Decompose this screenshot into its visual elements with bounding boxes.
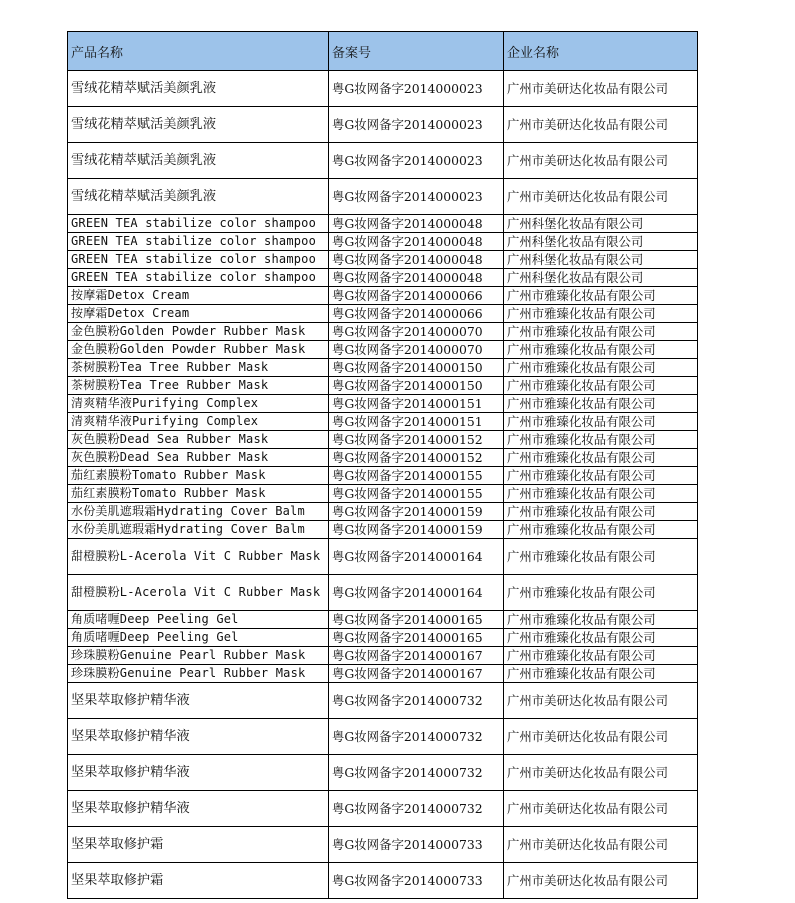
table-row — [68, 863, 698, 899]
table-row — [68, 287, 698, 305]
table-row — [68, 341, 698, 359]
company-name-cell: 广州市美研达化妆品有限公司 — [504, 683, 698, 719]
table-row — [68, 467, 698, 485]
company-name-cell: 广州市雅臻化妆品有限公司 — [504, 485, 698, 503]
table-row — [68, 179, 698, 215]
table-row — [68, 611, 698, 629]
table-row — [68, 431, 698, 449]
company-name-cell: 广州市雅臻化妆品有限公司 — [504, 611, 698, 629]
product-name-cell: 清爽精华液Purifying Complex — [68, 413, 329, 431]
company-name-cell: 广州市雅臻化妆品有限公司 — [504, 395, 698, 413]
record-number-cell: 粤G妆网备字2014000023 — [329, 179, 504, 215]
table-row — [68, 485, 698, 503]
product-name-cell: 甜橙膜粉L-Acerola Vit C Rubber Mask — [68, 575, 329, 611]
table-row — [68, 503, 698, 521]
header-record-number: 备案号 — [329, 32, 504, 71]
product-name-cell: 坚果萃取修护精华液 — [68, 719, 329, 755]
company-name-cell: 广州科堡化妆品有限公司 — [504, 215, 698, 233]
record-number-cell: 粤G妆网备字2014000023 — [329, 143, 504, 179]
company-name-cell: 广州市雅臻化妆品有限公司 — [504, 413, 698, 431]
company-name-cell: 广州市雅臻化妆品有限公司 — [504, 305, 698, 323]
table-row — [68, 575, 698, 611]
record-number-cell: 粤G妆网备字2014000048 — [329, 251, 504, 269]
record-number-cell: 粤G妆网备字2014000164 — [329, 575, 504, 611]
table-row — [68, 215, 698, 233]
company-name-cell: 广州市美研达化妆品有限公司 — [504, 863, 698, 899]
product-name-cell: 坚果萃取修护精华液 — [68, 683, 329, 719]
product-name-cell: 灰色膜粉Dead Sea Rubber Mask — [68, 449, 329, 467]
product-name-cell: 坚果萃取修护精华液 — [68, 791, 329, 827]
product-name-cell: 坚果萃取修护霜 — [68, 863, 329, 899]
record-number-cell: 粤G妆网备字2014000733 — [329, 827, 504, 863]
header-product-name: 产品名称 — [68, 32, 329, 71]
company-name-cell: 广州市雅臻化妆品有限公司 — [504, 629, 698, 647]
table-row — [68, 323, 698, 341]
product-name-cell: 金色膜粉Golden Powder Rubber Mask — [68, 323, 329, 341]
company-name-cell: 广州市雅臻化妆品有限公司 — [504, 359, 698, 377]
table-row — [68, 791, 698, 827]
company-name-cell: 广州市雅臻化妆品有限公司 — [504, 539, 698, 575]
table-row — [68, 143, 698, 179]
product-name-cell: 角质啫喱Deep Peeling Gel — [68, 611, 329, 629]
header-company-name: 企业名称 — [504, 32, 698, 71]
record-number-cell: 粤G妆网备字2014000164 — [329, 539, 504, 575]
company-name-cell: 广州市雅臻化妆品有限公司 — [504, 503, 698, 521]
product-name-cell: 水份美肌遮瑕霜Hydrating Cover Balm — [68, 503, 329, 521]
company-name-cell: 广州市美研达化妆品有限公司 — [504, 71, 698, 107]
table-row — [68, 413, 698, 431]
company-name-cell: 广州市雅臻化妆品有限公司 — [504, 323, 698, 341]
record-number-cell: 粤G妆网备字2014000150 — [329, 377, 504, 395]
record-number-cell: 粤G妆网备字2014000732 — [329, 719, 504, 755]
record-number-cell: 粤G妆网备字2014000151 — [329, 413, 504, 431]
record-number-cell: 粤G妆网备字2014000070 — [329, 341, 504, 359]
record-number-cell: 粤G妆网备字2014000150 — [329, 359, 504, 377]
product-name-cell: 灰色膜粉Dead Sea Rubber Mask — [68, 431, 329, 449]
product-name-cell: 雪绒花精萃赋活美颜乳液 — [68, 143, 329, 179]
product-name-cell: 珍珠膜粉Genuine Pearl Rubber Mask — [68, 665, 329, 683]
table-row — [68, 755, 698, 791]
table-row — [68, 107, 698, 143]
product-name-cell: 茶树膜粉Tea Tree Rubber Mask — [68, 377, 329, 395]
record-number-cell: 粤G妆网备字2014000733 — [329, 863, 504, 899]
table-row — [68, 377, 698, 395]
product-name-cell: 茶树膜粉Tea Tree Rubber Mask — [68, 359, 329, 377]
product-name-cell: 角质啫喱Deep Peeling Gel — [68, 629, 329, 647]
product-name-cell: 清爽精华液Purifying Complex — [68, 395, 329, 413]
record-number-cell: 粤G妆网备字2014000066 — [329, 287, 504, 305]
record-number-cell: 粤G妆网备字2014000159 — [329, 503, 504, 521]
record-number-cell: 粤G妆网备字2014000165 — [329, 611, 504, 629]
table-row — [68, 305, 698, 323]
company-name-cell: 广州市美研达化妆品有限公司 — [504, 143, 698, 179]
company-name-cell: 广州市雅臻化妆品有限公司 — [504, 431, 698, 449]
record-number-cell: 粤G妆网备字2014000732 — [329, 755, 504, 791]
company-name-cell: 广州市雅臻化妆品有限公司 — [504, 341, 698, 359]
product-name-cell: GREEN TEA stabilize color shampoo — [68, 269, 329, 287]
record-number-cell: 粤G妆网备字2014000165 — [329, 629, 504, 647]
table-row — [68, 827, 698, 863]
company-name-cell: 广州科堡化妆品有限公司 — [504, 233, 698, 251]
table-row — [68, 269, 698, 287]
company-name-cell: 广州市美研达化妆品有限公司 — [504, 107, 698, 143]
record-number-cell: 粤G妆网备字2014000048 — [329, 233, 504, 251]
product-name-cell: 雪绒花精萃赋活美颜乳液 — [68, 107, 329, 143]
company-name-cell: 广州市雅臻化妆品有限公司 — [504, 665, 698, 683]
table-row — [68, 665, 698, 683]
company-name-cell: 广州科堡化妆品有限公司 — [504, 251, 698, 269]
product-name-cell: 甜橙膜粉L-Acerola Vit C Rubber Mask — [68, 539, 329, 575]
company-name-cell: 广州科堡化妆品有限公司 — [504, 269, 698, 287]
company-name-cell: 广州市雅臻化妆品有限公司 — [504, 287, 698, 305]
table-row — [68, 233, 698, 251]
company-name-cell: 广州市雅臻化妆品有限公司 — [504, 575, 698, 611]
product-name-cell: GREEN TEA stabilize color shampoo — [68, 215, 329, 233]
company-name-cell: 广州市雅臻化妆品有限公司 — [504, 377, 698, 395]
company-name-cell: 广州市雅臻化妆品有限公司 — [504, 647, 698, 665]
record-number-cell: 粤G妆网备字2014000152 — [329, 431, 504, 449]
record-number-cell: 粤G妆网备字2014000159 — [329, 521, 504, 539]
table-row — [68, 629, 698, 647]
table-row — [68, 395, 698, 413]
record-number-cell: 粤G妆网备字2014000151 — [329, 395, 504, 413]
product-name-cell: GREEN TEA stabilize color shampoo — [68, 233, 329, 251]
company-name-cell: 广州市雅臻化妆品有限公司 — [504, 521, 698, 539]
record-number-cell: 粤G妆网备字2014000048 — [329, 269, 504, 287]
table-row — [68, 719, 698, 755]
record-number-cell: 粤G妆网备字2014000023 — [329, 71, 504, 107]
company-name-cell: 广州市雅臻化妆品有限公司 — [504, 449, 698, 467]
product-name-cell: 按摩霜Detox Cream — [68, 305, 329, 323]
record-number-cell: 粤G妆网备字2014000167 — [329, 665, 504, 683]
record-number-cell: 粤G妆网备字2014000167 — [329, 647, 504, 665]
product-name-cell: 坚果萃取修护霜 — [68, 827, 329, 863]
product-name-cell: 茄红素膜粉Tomato Rubber Mask — [68, 467, 329, 485]
company-name-cell: 广州市美研达化妆品有限公司 — [504, 179, 698, 215]
product-name-cell: 坚果萃取修护精华液 — [68, 755, 329, 791]
record-number-cell: 粤G妆网备字2014000070 — [329, 323, 504, 341]
product-name-cell: 金色膜粉Golden Powder Rubber Mask — [68, 341, 329, 359]
product-name-cell: 珍珠膜粉Genuine Pearl Rubber Mask — [68, 647, 329, 665]
table-row — [68, 521, 698, 539]
table-row — [68, 683, 698, 719]
company-name-cell: 广州市美研达化妆品有限公司 — [504, 827, 698, 863]
record-number-cell: 粤G妆网备字2014000155 — [329, 485, 504, 503]
product-name-cell: GREEN TEA stabilize color shampoo — [68, 251, 329, 269]
table-row — [68, 449, 698, 467]
record-number-cell: 粤G妆网备字2014000023 — [329, 107, 504, 143]
product-name-cell: 按摩霜Detox Cream — [68, 287, 329, 305]
record-number-cell: 粤G妆网备字2014000048 — [329, 215, 504, 233]
registration-table — [67, 31, 698, 899]
record-number-cell: 粤G妆网备字2014000732 — [329, 791, 504, 827]
record-number-cell: 粤G妆网备字2014000066 — [329, 305, 504, 323]
table-body — [68, 71, 698, 899]
product-name-cell: 水份美肌遮瑕霜Hydrating Cover Balm — [68, 521, 329, 539]
company-name-cell: 广州市美研达化妆品有限公司 — [504, 791, 698, 827]
record-number-cell: 粤G妆网备字2014000155 — [329, 467, 504, 485]
table-row — [68, 539, 698, 575]
table-row — [68, 359, 698, 377]
table-header-row — [68, 32, 698, 71]
company-name-cell: 广州市雅臻化妆品有限公司 — [504, 467, 698, 485]
product-name-cell: 茄红素膜粉Tomato Rubber Mask — [68, 485, 329, 503]
record-number-cell: 粤G妆网备字2014000732 — [329, 683, 504, 719]
company-name-cell: 广州市美研达化妆品有限公司 — [504, 719, 698, 755]
table-row — [68, 647, 698, 665]
table-row — [68, 251, 698, 269]
product-name-cell: 雪绒花精萃赋活美颜乳液 — [68, 179, 329, 215]
company-name-cell: 广州市美研达化妆品有限公司 — [504, 755, 698, 791]
record-number-cell: 粤G妆网备字2014000152 — [329, 449, 504, 467]
product-name-cell: 雪绒花精萃赋活美颜乳液 — [68, 71, 329, 107]
table-row — [68, 71, 698, 107]
